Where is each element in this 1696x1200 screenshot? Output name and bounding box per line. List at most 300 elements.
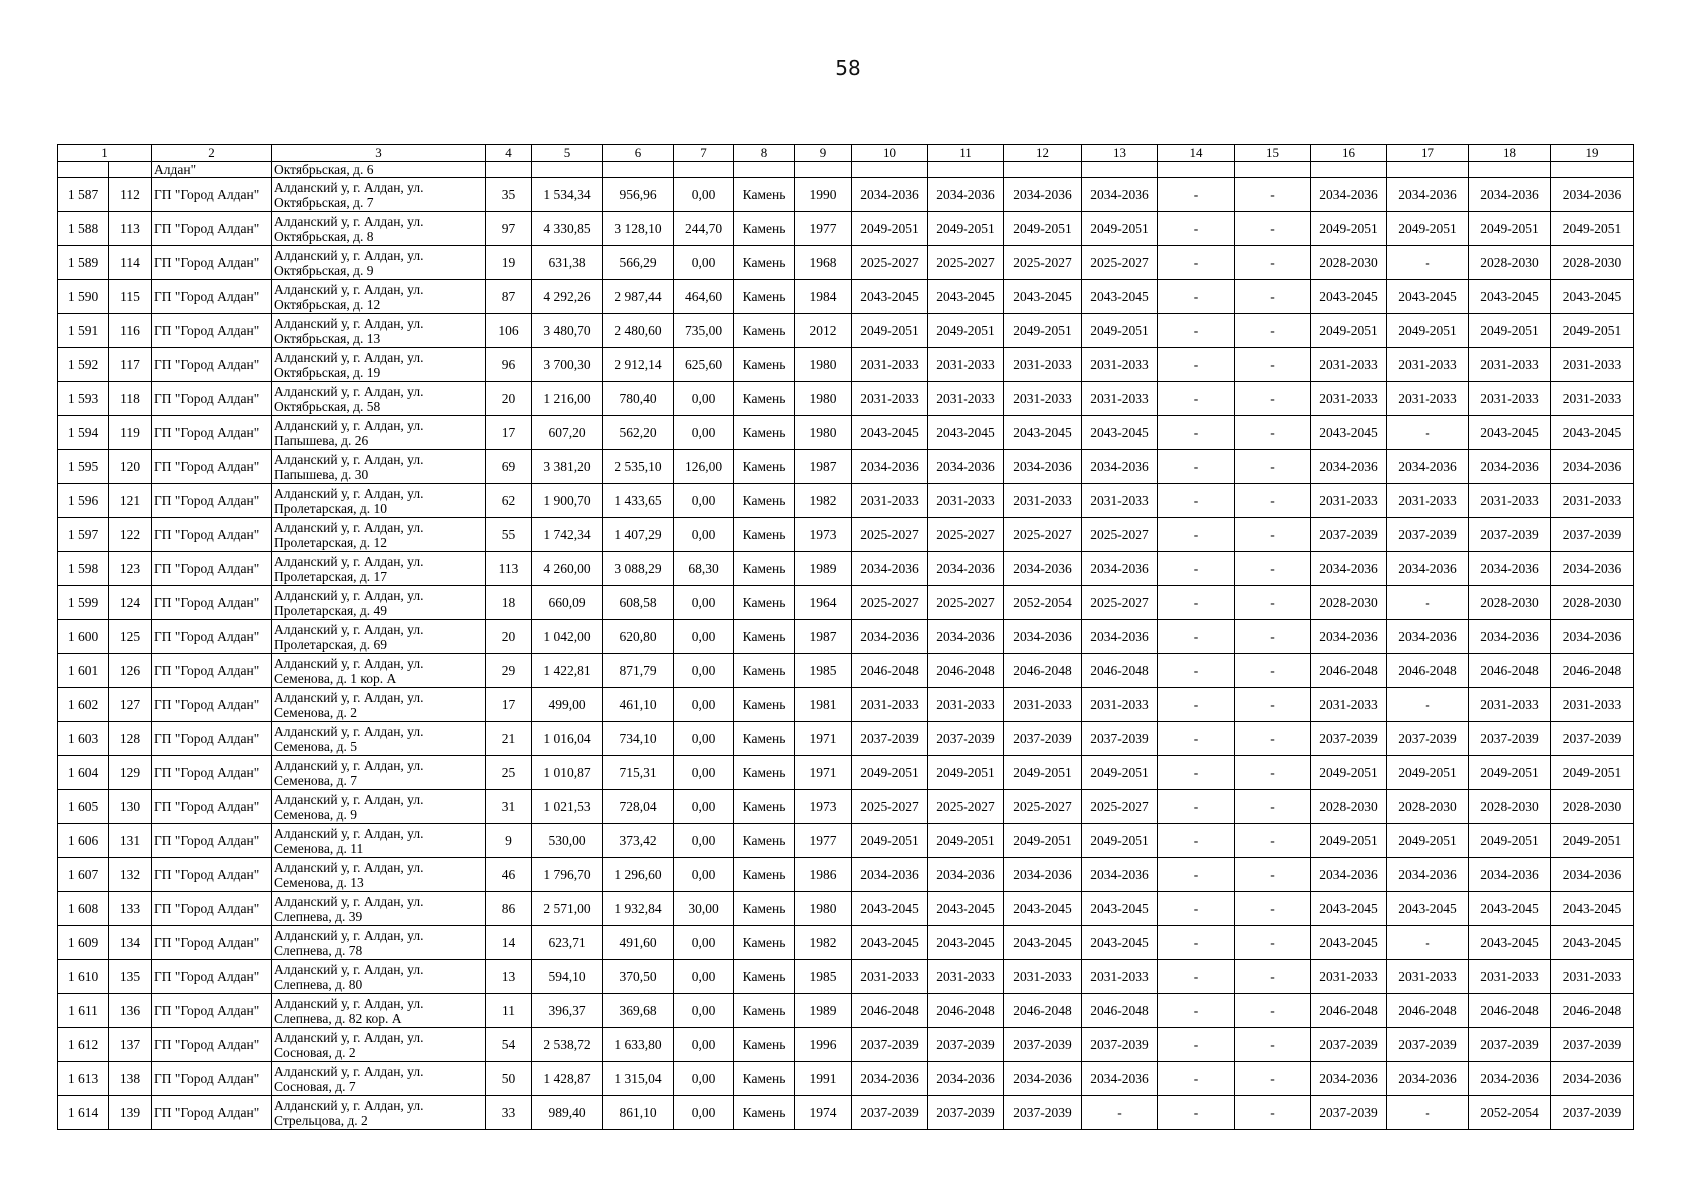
cell-col-17: 2034-2036 <box>1387 450 1469 484</box>
cell-col-11: 2025-2027 <box>928 246 1004 280</box>
cell-local-number: 118 <box>109 382 152 416</box>
cell-col-10: 2037-2039 <box>852 1028 928 1062</box>
cell-col-11: 2043-2045 <box>928 926 1004 960</box>
cell-col-19: 2034-2036 <box>1551 450 1634 484</box>
cell-col-7: 0,00 <box>674 484 734 518</box>
cell-col-19: 2034-2036 <box>1551 552 1634 586</box>
cell-global-number: 1 614 <box>58 1096 109 1130</box>
cell-col-9: 1984 <box>795 280 852 314</box>
cell-col-6: 734,10 <box>603 722 674 756</box>
cell-col-17: 2031-2033 <box>1387 382 1469 416</box>
cell-col-16: 2034-2036 <box>1311 450 1387 484</box>
cell-col-4: 13 <box>486 960 532 994</box>
cell-col-10: 2025-2027 <box>852 246 928 280</box>
cell-col-12: 2046-2048 <box>1004 994 1082 1028</box>
cell-col-10: 2034-2036 <box>852 552 928 586</box>
cell-col-16: 2037-2039 <box>1311 1028 1387 1062</box>
cell-col-13: 2034-2036 <box>1082 552 1158 586</box>
cell-col-12: 2049-2051 <box>1004 314 1082 348</box>
cell-col-19: 2046-2048 <box>1551 654 1634 688</box>
cell-col-15: - <box>1235 654 1311 688</box>
cell-address: Алданский у, г. Алдан, ул. Стрельцова, д. 2 <box>272 1096 486 1130</box>
cell-col-9: 1968 <box>795 246 852 280</box>
cell-col-16: 2049-2051 <box>1311 212 1387 246</box>
cell-col-15: - <box>1235 858 1311 892</box>
cell-col-18: 2034-2036 <box>1469 620 1551 654</box>
cell-col-7: 0,00 <box>674 1028 734 1062</box>
cell-col-10: 2031-2033 <box>852 688 928 722</box>
cell-col-5: 2 571,00 <box>532 892 603 926</box>
cell-col-11: 2034-2036 <box>928 858 1004 892</box>
cell-col-12: 2031-2033 <box>1004 688 1082 722</box>
cell-col-16: 2034-2036 <box>1311 178 1387 212</box>
cell-org-continuation: Алдан" <box>152 162 272 178</box>
cell-empty <box>674 162 734 178</box>
cell-col-6: 1 407,29 <box>603 518 674 552</box>
cell-col-15: - <box>1235 450 1311 484</box>
table-row <box>58 518 1634 552</box>
cell-col-11: 2031-2033 <box>928 382 1004 416</box>
cell-col-7: 0,00 <box>674 688 734 722</box>
cell-col-6: 373,42 <box>603 824 674 858</box>
cell-col-10: 2034-2036 <box>852 178 928 212</box>
cell-col-12: 2049-2051 <box>1004 212 1082 246</box>
column-header-18: 18 <box>1469 145 1551 162</box>
cell-col-18: 2049-2051 <box>1469 314 1551 348</box>
cell-col-12: 2031-2033 <box>1004 382 1082 416</box>
cell-col-5: 1 796,70 <box>532 858 603 892</box>
cell-col-16: 2049-2051 <box>1311 314 1387 348</box>
cell-address: Алданский у, г. Алдан, ул. Пролетарская, д. 69 <box>272 620 486 654</box>
cell-col-11: 2049-2051 <box>928 212 1004 246</box>
cell-col-7: 0,00 <box>674 178 734 212</box>
cell-col-8: Камень <box>734 1096 795 1130</box>
cell-col-10: 2046-2048 <box>852 994 928 1028</box>
cell-local-number: 125 <box>109 620 152 654</box>
cell-col-11: 2049-2051 <box>928 314 1004 348</box>
cell-col-9: 1982 <box>795 484 852 518</box>
cell-local-number: 115 <box>109 280 152 314</box>
cell-col-7: 30,00 <box>674 892 734 926</box>
cell-col-15: - <box>1235 484 1311 518</box>
cell-col-7: 0,00 <box>674 382 734 416</box>
table-row <box>58 756 1634 790</box>
cell-address: Алданский у, г. Алдан, ул. Сосновая, д. 2 <box>272 1028 486 1062</box>
cell-local-number: 134 <box>109 926 152 960</box>
cell-col-19: 2031-2033 <box>1551 960 1634 994</box>
cell-col-8: Камень <box>734 654 795 688</box>
cell-address: Алданский у, г. Алдан, ул. Пролетарская, д. 12 <box>272 518 486 552</box>
cell-col-15: - <box>1235 518 1311 552</box>
cell-col-9: 1980 <box>795 892 852 926</box>
cell-organization: ГП "Город Алдан" <box>152 518 272 552</box>
cell-col-12: 2031-2033 <box>1004 484 1082 518</box>
table-row <box>58 790 1634 824</box>
cell-organization: ГП "Город Алдан" <box>152 1028 272 1062</box>
cell-col-19: 2028-2030 <box>1551 790 1634 824</box>
cell-col-5: 4 292,26 <box>532 280 603 314</box>
cell-col-4: 97 <box>486 212 532 246</box>
cell-col-17: 2031-2033 <box>1387 348 1469 382</box>
cell-col-8: Камень <box>734 756 795 790</box>
cell-col-15: - <box>1235 586 1311 620</box>
cell-col-7: 0,00 <box>674 858 734 892</box>
cell-col-17: 2046-2048 <box>1387 994 1469 1028</box>
cell-col-8: Камень <box>734 348 795 382</box>
cell-organization: ГП "Город Алдан" <box>152 212 272 246</box>
cell-col-15: - <box>1235 790 1311 824</box>
cell-global-number: 1 612 <box>58 1028 109 1062</box>
cell-col-11: 2034-2036 <box>928 552 1004 586</box>
cell-col-18: 2031-2033 <box>1469 960 1551 994</box>
cell-local-number: 129 <box>109 756 152 790</box>
cell-col-17: 2034-2036 <box>1387 620 1469 654</box>
table-row <box>58 858 1634 892</box>
cell-col-8: Камень <box>734 484 795 518</box>
cell-col-9: 1985 <box>795 960 852 994</box>
cell-col-18: 2034-2036 <box>1469 1062 1551 1096</box>
cell-organization: ГП "Город Алдан" <box>152 246 272 280</box>
cell-col-11: 2046-2048 <box>928 654 1004 688</box>
cell-col-5: 1 021,53 <box>532 790 603 824</box>
cell-local-number: 113 <box>109 212 152 246</box>
cell-col-19: 2031-2033 <box>1551 484 1634 518</box>
cell-local-number: 114 <box>109 246 152 280</box>
cell-organization: ГП "Город Алдан" <box>152 994 272 1028</box>
cell-col-17: 2046-2048 <box>1387 654 1469 688</box>
cell-col-18: 2049-2051 <box>1469 212 1551 246</box>
cell-col-14: - <box>1158 858 1235 892</box>
cell-col-4: 96 <box>486 348 532 382</box>
cell-col-11: 2037-2039 <box>928 722 1004 756</box>
cell-col-17: 2031-2033 <box>1387 960 1469 994</box>
cell-col-6: 715,31 <box>603 756 674 790</box>
cell-global-number: 1 607 <box>58 858 109 892</box>
cell-col-14: - <box>1158 654 1235 688</box>
cell-col-11: 2037-2039 <box>928 1028 1004 1062</box>
cell-col-5: 1 422,81 <box>532 654 603 688</box>
cell-col-12: 2025-2027 <box>1004 518 1082 552</box>
table-row <box>58 450 1634 484</box>
cell-address: Алданский у, г. Алдан, ул. Семенова, д. 5 <box>272 722 486 756</box>
cell-organization: ГП "Город Алдан" <box>152 348 272 382</box>
cell-col-9: 1991 <box>795 1062 852 1096</box>
cell-empty <box>1551 162 1634 178</box>
cell-col-12: 2043-2045 <box>1004 280 1082 314</box>
cell-col-8: Камень <box>734 858 795 892</box>
cell-col-13: 2031-2033 <box>1082 960 1158 994</box>
cell-col-10: 2025-2027 <box>852 518 928 552</box>
cell-col-5: 594,10 <box>532 960 603 994</box>
cell-col-10: 2049-2051 <box>852 314 928 348</box>
cell-col-6: 461,10 <box>603 688 674 722</box>
cell-col-10: 2037-2039 <box>852 1096 928 1130</box>
cell-col-6: 2 480,60 <box>603 314 674 348</box>
column-header-7: 7 <box>674 145 734 162</box>
cell-organization: ГП "Город Алдан" <box>152 960 272 994</box>
cell-col-18: 2034-2036 <box>1469 178 1551 212</box>
cell-col-4: 20 <box>486 382 532 416</box>
cell-col-14: - <box>1158 586 1235 620</box>
cell-col-13: 2031-2033 <box>1082 484 1158 518</box>
cell-col-11: 2043-2045 <box>928 892 1004 926</box>
cell-col-15: - <box>1235 280 1311 314</box>
cell-global-number: 1 606 <box>58 824 109 858</box>
cell-col-10: 2031-2033 <box>852 382 928 416</box>
cell-col-4: 62 <box>486 484 532 518</box>
cell-empty <box>58 162 109 178</box>
cell-col-7: 0,00 <box>674 960 734 994</box>
cell-col-17: 2049-2051 <box>1387 756 1469 790</box>
column-header-19: 19 <box>1551 145 1634 162</box>
cell-col-4: 14 <box>486 926 532 960</box>
cell-address: Алданский у, г. Алдан, ул. Слепнева, д. 78 <box>272 926 486 960</box>
cell-col-13: 2046-2048 <box>1082 994 1158 1028</box>
cell-col-10: 2034-2036 <box>852 450 928 484</box>
cell-col-15: - <box>1235 246 1311 280</box>
column-header-9: 9 <box>795 145 852 162</box>
cell-col-6: 1 296,60 <box>603 858 674 892</box>
cell-col-13: 2025-2027 <box>1082 586 1158 620</box>
cell-col-4: 86 <box>486 892 532 926</box>
column-header-17: 17 <box>1387 145 1469 162</box>
cell-organization: ГП "Город Алдан" <box>152 314 272 348</box>
cell-col-8: Камень <box>734 994 795 1028</box>
cell-col-19: 2043-2045 <box>1551 280 1634 314</box>
cell-col-4: 35 <box>486 178 532 212</box>
table-row <box>58 960 1634 994</box>
cell-local-number: 139 <box>109 1096 152 1130</box>
cell-col-13: 2025-2027 <box>1082 246 1158 280</box>
cell-col-9: 1986 <box>795 858 852 892</box>
cell-col-10: 2049-2051 <box>852 756 928 790</box>
cell-col-8: Камень <box>734 416 795 450</box>
cell-col-10: 2025-2027 <box>852 586 928 620</box>
cell-address: Алданский у, г. Алдан, ул. Семенова, д. 11 <box>272 824 486 858</box>
cell-address: Алданский у, г. Алдан, ул. Слепнева, д. 80 <box>272 960 486 994</box>
cell-col-19: 2034-2036 <box>1551 620 1634 654</box>
cell-global-number: 1 611 <box>58 994 109 1028</box>
cell-col-7: 0,00 <box>674 1096 734 1130</box>
cell-col-18: 2037-2039 <box>1469 518 1551 552</box>
cell-col-18: 2052-2054 <box>1469 1096 1551 1130</box>
cell-col-6: 871,79 <box>603 654 674 688</box>
cell-col-18: 2046-2048 <box>1469 654 1551 688</box>
cell-col-8: Камень <box>734 246 795 280</box>
cell-col-11: 2034-2036 <box>928 178 1004 212</box>
cell-col-7: 0,00 <box>674 926 734 960</box>
cell-col-18: 2043-2045 <box>1469 416 1551 450</box>
cell-global-number: 1 596 <box>58 484 109 518</box>
cell-col-13: 2049-2051 <box>1082 314 1158 348</box>
cell-col-7: 0,00 <box>674 994 734 1028</box>
column-header-1: 1 <box>58 145 152 162</box>
cell-col-18: 2028-2030 <box>1469 246 1551 280</box>
cell-address: Алданский у, г. Алдан, ул. Пролетарская, д. 49 <box>272 586 486 620</box>
cell-empty <box>795 162 852 178</box>
cell-col-12: 2043-2045 <box>1004 892 1082 926</box>
cell-empty <box>603 162 674 178</box>
cell-organization: ГП "Город Алдан" <box>152 484 272 518</box>
cell-col-15: - <box>1235 722 1311 756</box>
cell-global-number: 1 602 <box>58 688 109 722</box>
cell-col-4: 9 <box>486 824 532 858</box>
cell-col-9: 1974 <box>795 1096 852 1130</box>
cell-address: Алданский у, г. Алдан, ул. Семенова, д. 2 <box>272 688 486 722</box>
cell-col-14: - <box>1158 960 1235 994</box>
cell-col-16: 2037-2039 <box>1311 518 1387 552</box>
cell-local-number: 120 <box>109 450 152 484</box>
cell-col-9: 1977 <box>795 824 852 858</box>
cell-col-10: 2031-2033 <box>852 960 928 994</box>
cell-col-19: 2049-2051 <box>1551 756 1634 790</box>
cell-col-16: 2031-2033 <box>1311 348 1387 382</box>
cell-col-19: 2049-2051 <box>1551 212 1634 246</box>
cell-col-5: 2 538,72 <box>532 1028 603 1062</box>
cell-col-13: 2043-2045 <box>1082 416 1158 450</box>
cell-col-19: 2043-2045 <box>1551 926 1634 960</box>
cell-col-15: - <box>1235 1028 1311 1062</box>
cell-address-continuation: Октябрьская, д. 6 <box>272 162 486 178</box>
table-row <box>58 484 1634 518</box>
cell-col-6: 562,20 <box>603 416 674 450</box>
cell-col-9: 1990 <box>795 178 852 212</box>
cell-col-7: 0,00 <box>674 246 734 280</box>
cell-col-6: 608,58 <box>603 586 674 620</box>
cell-local-number: 130 <box>109 790 152 824</box>
cell-col-13: - <box>1082 1096 1158 1130</box>
cell-col-13: 2034-2036 <box>1082 858 1158 892</box>
cell-col-11: 2025-2027 <box>928 790 1004 824</box>
cell-col-11: 2025-2027 <box>928 518 1004 552</box>
cell-col-18: 2034-2036 <box>1469 450 1551 484</box>
cell-col-5: 1 742,34 <box>532 518 603 552</box>
cell-col-14: - <box>1158 450 1235 484</box>
cell-col-6: 1 633,80 <box>603 1028 674 1062</box>
cell-col-13: 2043-2045 <box>1082 892 1158 926</box>
table-row <box>58 586 1634 620</box>
cell-col-4: 19 <box>486 246 532 280</box>
cell-global-number: 1 600 <box>58 620 109 654</box>
cell-col-16: 2037-2039 <box>1311 1096 1387 1130</box>
cell-col-15: - <box>1235 552 1311 586</box>
cell-col-12: 2052-2054 <box>1004 586 1082 620</box>
cell-col-9: 1996 <box>795 1028 852 1062</box>
cell-col-16: 2028-2030 <box>1311 586 1387 620</box>
cell-col-16: 2031-2033 <box>1311 688 1387 722</box>
table-row <box>58 722 1634 756</box>
cell-col-15: - <box>1235 926 1311 960</box>
cell-organization: ГП "Город Алдан" <box>152 178 272 212</box>
cell-col-8: Камень <box>734 280 795 314</box>
cell-empty <box>1469 162 1551 178</box>
column-header-15: 15 <box>1235 145 1311 162</box>
cell-organization: ГП "Город Алдан" <box>152 756 272 790</box>
cell-col-17: 2049-2051 <box>1387 212 1469 246</box>
cell-col-16: 2028-2030 <box>1311 790 1387 824</box>
column-header-6: 6 <box>603 145 674 162</box>
cell-col-19: 2034-2036 <box>1551 858 1634 892</box>
cell-col-17: 2037-2039 <box>1387 1028 1469 1062</box>
cell-col-17: - <box>1387 586 1469 620</box>
cell-local-number: 136 <box>109 994 152 1028</box>
cell-col-4: 25 <box>486 756 532 790</box>
cell-col-18: 2034-2036 <box>1469 858 1551 892</box>
cell-organization: ГП "Город Алдан" <box>152 450 272 484</box>
cell-col-5: 623,71 <box>532 926 603 960</box>
cell-col-7: 0,00 <box>674 416 734 450</box>
cell-col-17: 2043-2045 <box>1387 280 1469 314</box>
cell-col-16: 2034-2036 <box>1311 858 1387 892</box>
table-row <box>58 280 1634 314</box>
cell-col-7: 0,00 <box>674 1062 734 1096</box>
cell-col-18: 2049-2051 <box>1469 824 1551 858</box>
cell-col-7: 625,60 <box>674 348 734 382</box>
table-row <box>58 416 1634 450</box>
column-header-16: 16 <box>1311 145 1387 162</box>
cell-col-4: 55 <box>486 518 532 552</box>
cell-organization: ГП "Город Алдан" <box>152 858 272 892</box>
cell-col-5: 1 900,70 <box>532 484 603 518</box>
column-header-11: 11 <box>928 145 1004 162</box>
cell-col-13: 2034-2036 <box>1082 450 1158 484</box>
cell-local-number: 112 <box>109 178 152 212</box>
cell-col-12: 2037-2039 <box>1004 722 1082 756</box>
cell-col-9: 1964 <box>795 586 852 620</box>
cell-col-5: 989,40 <box>532 1096 603 1130</box>
cell-col-13: 2043-2045 <box>1082 926 1158 960</box>
cell-col-6: 1 932,84 <box>603 892 674 926</box>
table-row <box>58 382 1634 416</box>
cell-col-18: 2049-2051 <box>1469 756 1551 790</box>
cell-col-17: 2034-2036 <box>1387 178 1469 212</box>
cell-col-12: 2031-2033 <box>1004 960 1082 994</box>
cell-col-16: 2046-2048 <box>1311 654 1387 688</box>
cell-local-number: 119 <box>109 416 152 450</box>
cell-col-19: 2028-2030 <box>1551 246 1634 280</box>
cell-col-9: 1987 <box>795 450 852 484</box>
cell-address: Алданский у, г. Алдан, ул. Пролетарская, д. 17 <box>272 552 486 586</box>
cell-col-15: - <box>1235 688 1311 722</box>
table-row <box>58 654 1634 688</box>
cell-col-14: - <box>1158 416 1235 450</box>
cell-local-number: 123 <box>109 552 152 586</box>
cell-global-number: 1 592 <box>58 348 109 382</box>
cell-col-4: 46 <box>486 858 532 892</box>
cell-col-12: 2037-2039 <box>1004 1096 1082 1130</box>
cell-col-5: 396,37 <box>532 994 603 1028</box>
cell-col-9: 1987 <box>795 620 852 654</box>
cell-global-number: 1 589 <box>58 246 109 280</box>
cell-col-18: 2043-2045 <box>1469 926 1551 960</box>
cell-empty <box>532 162 603 178</box>
cell-col-16: 2043-2045 <box>1311 416 1387 450</box>
cell-col-4: 33 <box>486 1096 532 1130</box>
cell-address: Алданский у, г. Алдан, ул. Семенова, д. 9 <box>272 790 486 824</box>
cell-col-19: 2043-2045 <box>1551 416 1634 450</box>
cell-col-18: 2028-2030 <box>1469 790 1551 824</box>
cell-col-11: 2037-2039 <box>928 1096 1004 1130</box>
cell-col-13: 2049-2051 <box>1082 756 1158 790</box>
cell-local-number: 128 <box>109 722 152 756</box>
cell-col-13: 2046-2048 <box>1082 654 1158 688</box>
cell-col-11: 2031-2033 <box>928 960 1004 994</box>
cell-col-18: 2028-2030 <box>1469 586 1551 620</box>
cell-col-5: 660,09 <box>532 586 603 620</box>
housing-register-table <box>57 144 1634 1130</box>
continuation-row <box>58 162 1634 178</box>
column-header-8: 8 <box>734 145 795 162</box>
